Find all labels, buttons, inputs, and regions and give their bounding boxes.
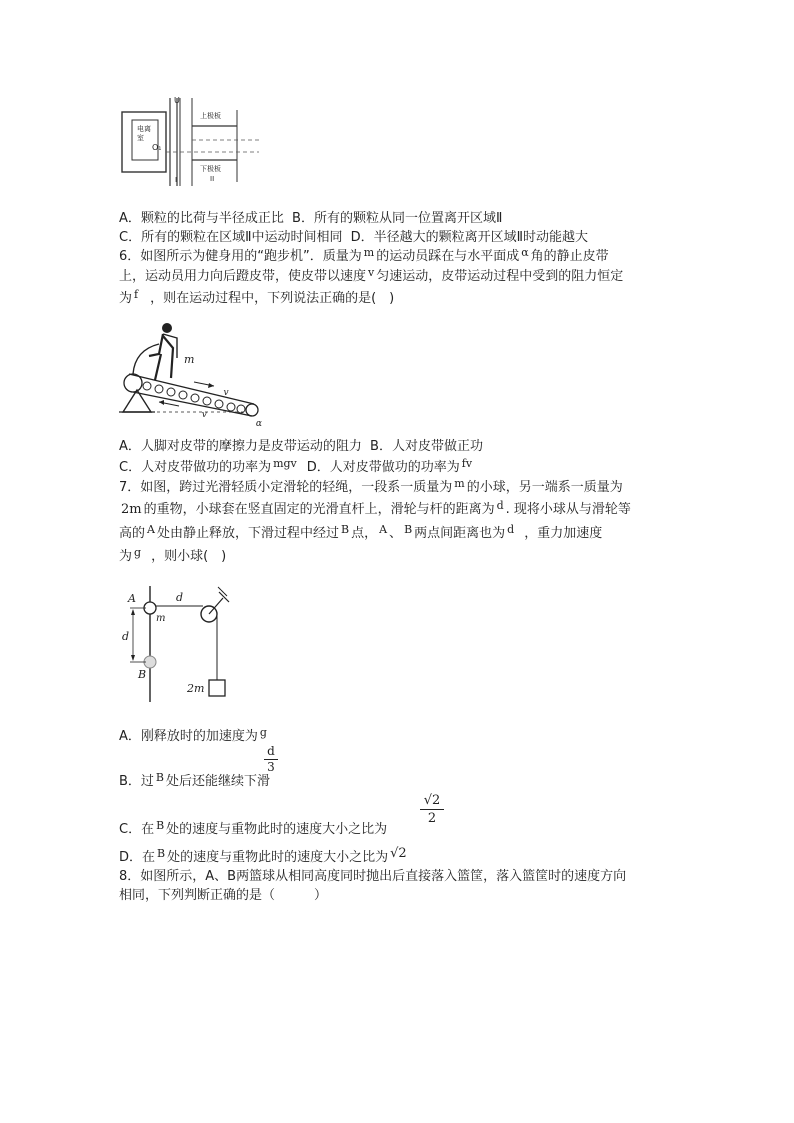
q6-option-d-value: fv (461, 457, 473, 470)
q8-stem-line2 (119, 886, 327, 906)
q6-option-c: C．人对皮带做功的功率为 (119, 460, 272, 475)
q6-options-cd (119, 458, 474, 478)
q7-var-B: B (340, 523, 350, 536)
q6-var-v: v (368, 266, 375, 279)
q7-text: ，重力加速度 (524, 526, 603, 541)
q6-var-alpha: α (521, 246, 529, 259)
q6-option-b: B．人对皮带做正功 (370, 439, 483, 454)
fraction-numerator: √2 (420, 792, 444, 810)
fraction-denominator: 3 (267, 760, 275, 774)
q7-option-b-text: B．过 (119, 774, 154, 789)
fig1-label-O1: O₁ (152, 143, 162, 152)
q7-var-A: A (379, 523, 388, 536)
q7-option-a-text: A．刚释放时的加速度为 (119, 729, 258, 744)
fraction-numerator: d (264, 744, 278, 760)
q6-text: 6．如图所示为健身用的“跑步机”．质量为 (119, 249, 362, 264)
q7-option-c-text: 处的速度与重物此时的速度大小之比为 (166, 822, 388, 837)
fig1-label-I: I (175, 176, 178, 184)
q7-option-a-value: g (259, 726, 267, 739)
q7-option-b-text: 处后还能继续下滑 (166, 774, 271, 789)
pulley-label-A: A (128, 592, 136, 605)
q7-stem-line3 (119, 524, 602, 544)
q7-var-B: B (157, 847, 166, 860)
q7-var-B: B (155, 771, 165, 784)
q5-option-b: B．所有的颗粒从同一位置离开区域Ⅱ (292, 211, 503, 226)
q7-option-b-fraction (264, 744, 278, 775)
fig1-label-U: U (174, 96, 180, 105)
q7-text: 、 (389, 526, 403, 541)
q7-text: 的小球，另一端系一质量为 (466, 480, 623, 495)
q6-text: 角的静止皮带 (530, 249, 609, 264)
q7-text: ，则小球( ) (151, 549, 227, 564)
pulley-label-d-top: d (176, 591, 184, 604)
fig1-label-II: II (210, 175, 215, 183)
q6-option-c-value: mgv (273, 457, 297, 470)
q6-var-m: m (363, 246, 375, 259)
pulley-label-B: B (138, 668, 147, 681)
q7-text: 点， (351, 526, 378, 541)
q7-option-d-text: 处的速度与重物此时的速度大小之比为 (167, 850, 389, 865)
q7-var-B: B (156, 819, 165, 832)
q5-options-ab (119, 209, 502, 229)
q7-option-c-fraction (420, 792, 444, 827)
q7-var-d: d (496, 499, 504, 512)
q5-options-cd (119, 228, 588, 248)
q6-options-ab (119, 437, 483, 457)
q7-var-A: A (147, 523, 155, 536)
fraction-denominator: 2 (427, 811, 437, 826)
q6-stem-line1 (119, 247, 609, 267)
q8-stem-line1 (119, 867, 626, 887)
q5-option-a: A．颗粒的比荷与半径成正比 (119, 211, 284, 226)
q8-text: 相同，下列判断正确的是（ ） (119, 888, 328, 903)
pulley-label-m: m (156, 613, 166, 624)
q7-option-c-text: C．在 (119, 822, 155, 837)
q7-text: 高的 (119, 526, 146, 541)
q6-stem-line2 (119, 267, 623, 287)
fig1-label-chamber: 电离室 (137, 125, 151, 142)
q6-text: 上，运动员用力向后蹬皮带，使皮带以速度 (119, 269, 367, 284)
treadmill-figure (119, 320, 264, 420)
q7-option-d-value: √2 (390, 846, 407, 861)
q7-var-g: g (134, 546, 142, 559)
q7-text: . 现将小球从与滑轮等 (505, 502, 631, 517)
q6-text: 的运动员踩在与水平面成 (376, 249, 520, 264)
q7-text: 7．如图，跨过光滑轻质小定滑轮的轻绳，一段系一质量为 (119, 480, 453, 495)
fig1-label-top-plate: 上极板 (200, 112, 221, 120)
q6-text: ，则在运动过程中，下列说法正确的是( ) (150, 291, 395, 306)
treadmill-label-alpha: α (255, 419, 262, 429)
q6-text: 匀速运动，皮带运动过程中受到的阻力恒定 (376, 269, 624, 284)
q7-text: 两点间距离也为 (414, 526, 506, 541)
q7-option-d (119, 848, 407, 868)
pulley-label-d-side: d (122, 630, 130, 643)
q7-var-B: B (404, 523, 413, 536)
q8-text: 8．如图所示，A、B两篮球从相同高度同时抛出后直接落入篮筐，落入篮筐时的速度方向 (119, 869, 627, 884)
q5-option-d: D．半径越大的颗粒离开区域Ⅱ时动能越大 (350, 230, 589, 245)
q6-var-f: f (134, 288, 139, 301)
q7-stem-line1 (119, 478, 623, 498)
q7-option-b (119, 772, 270, 792)
treadmill-label-m: m (184, 353, 195, 366)
q6-option-a: A．人脚对皮带的摩擦力是皮带运动的阻力 (119, 439, 362, 454)
treadmill-label-v-top: v (223, 388, 229, 398)
q7-option-a (119, 727, 269, 747)
q7-var-d: d (507, 523, 515, 536)
q5-option-c: C．所有的颗粒在区域Ⅱ中运动时间相同 (119, 230, 343, 245)
q7-option-c (119, 820, 387, 840)
pulley-label-2m: 2m (187, 682, 205, 695)
fig1-label-bottom-plate: 下极板 (200, 165, 221, 173)
q7-option-d-text: D．在 (119, 850, 156, 865)
q6-stem-line3 (119, 289, 394, 309)
q7-text: 处由静止释放，下滑过程中经过 (156, 526, 339, 541)
q7-var-m: m (454, 477, 465, 490)
treadmill-label-v-bottom: v (201, 410, 207, 420)
q7-text: 为 (119, 549, 133, 564)
q7-var-2m: 2m (121, 502, 142, 517)
q6-text: 为 (119, 291, 133, 306)
q7-stem-line2 (119, 500, 631, 520)
q7-text: 的重物，小球套在竖直固定的光滑直杆上，滑轮与杆的距离为 (143, 502, 495, 517)
q7-stem-line4 (119, 547, 226, 567)
q6-option-d: D．人对皮带做功的功率为 (306, 460, 460, 475)
